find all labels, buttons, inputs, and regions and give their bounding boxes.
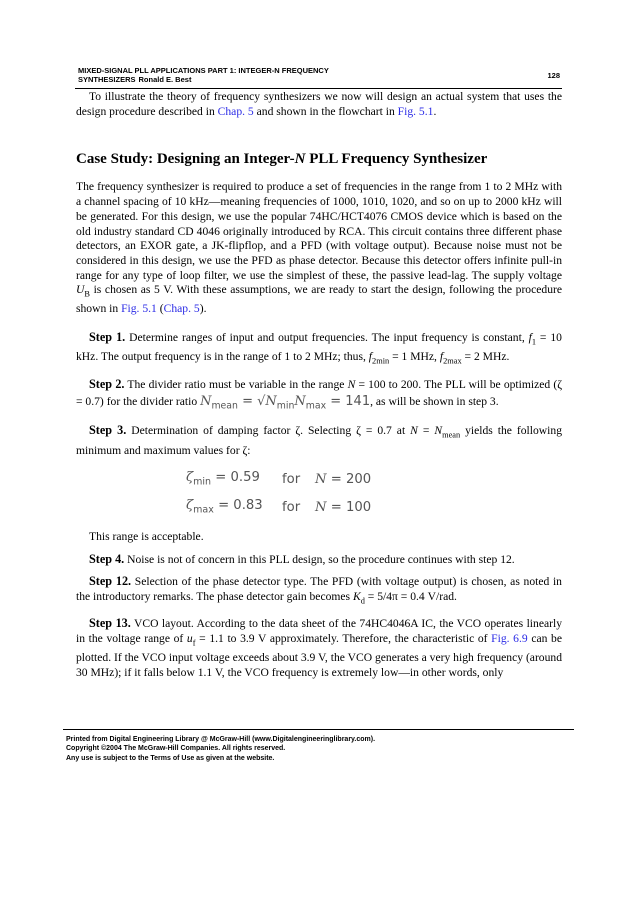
heading-n: N	[294, 151, 306, 168]
f-symbol: f	[528, 331, 532, 345]
step-text: = 10 kHz. The output frequency is in the range of 1 to 2 MHz; thus,	[76, 331, 562, 364]
step-text: = 1 MHz,	[389, 350, 440, 364]
step-12-label: Step 12.	[89, 574, 132, 589]
step-text: = 1.1 to 3.9 V approximately. Therefore, the characteristic of	[195, 631, 492, 645]
step-13-paragraph	[76, 616, 562, 680]
intro-paragraph	[76, 90, 562, 119]
step-3-label: Step 3.	[89, 422, 127, 437]
header-title-line2: SYNTHESIZERS	[78, 75, 136, 84]
footer-line: Copyright ©2004 The McGraw-Hill Companies. All rights reserved.	[66, 745, 286, 753]
page-number: 128	[547, 71, 560, 80]
math-text: = 141	[326, 393, 371, 409]
heading-text: Case Study: Designing an Integer-	[76, 151, 295, 168]
step-1-label: Step 1.	[89, 330, 126, 345]
chap-5-link[interactable]: Chap. 5	[163, 302, 200, 316]
equation-for: for	[282, 499, 301, 515]
heading-text: PLL Frequency Synthesizer	[305, 151, 488, 168]
step-text: Selection of the phase detector type. The PFD (with voltage output) is chosen, as noted in the introductory remarks. The phase detector gain becomes	[76, 575, 562, 604]
header-title-line1: MIXED-SIGNAL PLL APPLICATIONS PART 1: INTEGER-N FREQUENCY	[78, 66, 329, 75]
step-text: Determine ranges of input and output frequencies. The input frequency is constant,	[125, 331, 529, 345]
k-symbol: K	[352, 590, 361, 604]
case-study-paragraph	[76, 180, 562, 317]
equation-value: = 100	[330, 499, 372, 515]
equation-value: = 200	[330, 471, 372, 487]
equation-value: = 0.59	[215, 469, 260, 485]
n-symbol: N	[315, 471, 327, 487]
ub-subscript: B	[84, 289, 90, 299]
zeta-subscript: max	[193, 504, 214, 516]
header-title	[78, 66, 560, 84]
running-header	[78, 66, 560, 90]
intro-text: To illustrate the theory of frequency synthesizers we now will design an actual system that uses the design procedure described in	[76, 90, 562, 118]
equation-lhs	[186, 471, 282, 490]
fig-5-1-link[interactable]: Fig. 5.1	[397, 104, 434, 118]
case-text: is chosen as 5 V. With these assumptions, we are ready to start the design, following the procedure shown in	[76, 283, 562, 316]
step-text: yields the following minimum and maximum values for ζ:	[76, 423, 562, 457]
f1-subscript: 1	[531, 337, 537, 347]
zeta-subscript: min	[193, 476, 212, 488]
u-symbol: u	[186, 631, 193, 645]
case-text: The frequency synthesizer is required to produce a set of frequencies in the range from 1 to 2 MHz with a channel spacing of 10 kHz—meaning frequencies of 1000, 1010, 1020, and so on up to 2000 kHz will be generated. For this design, we use the popular 74HC/HCT4076 CMOS device which is based on the old industry standard CD 4046 originally introduced by RCA. This circuit contains three different phase detectors, an EXOR gate, a JK-flipflop, and a PFD (with voltage output). Because noise must not be considered in this design, we use the PFD as phase detector. Because this detector offers infinite pull-in range for any type of loop filter, we use the simplest of these, the passive lead-lag. The supply voltage	[76, 180, 562, 282]
page-footer	[66, 735, 375, 763]
math-sub: mean	[211, 400, 238, 412]
footer-line: Printed from Digital Engineering Library @ McGraw-Hill (www.Digitalengineeringlibrary.com).	[66, 736, 376, 743]
uf-subscript: f	[192, 638, 196, 648]
case-text: (	[156, 302, 164, 316]
step-4-paragraph	[76, 552, 562, 568]
f2max-subscript: 2max	[443, 356, 462, 366]
header-divider	[75, 88, 562, 89]
footer-divider	[63, 729, 574, 730]
step-4-label: Step 4.	[89, 551, 125, 566]
intro-text: .	[433, 104, 437, 118]
equation-for: for	[282, 471, 301, 487]
damping-equations	[186, 466, 562, 522]
step-1-paragraph	[76, 330, 562, 369]
math-n: N	[200, 393, 212, 409]
step-text: Noise is not of concern in this PLL design, so the procedure continues with step 12.	[124, 552, 515, 566]
step-text: VCO layout. According to the data sheet of the 74HC4046A IC, the VCO operates linearly in the voltage range of	[76, 617, 562, 645]
n-mean-formula	[200, 393, 371, 412]
intro-text: and shown in the flowchart in	[253, 104, 398, 118]
n-symbol: N	[434, 423, 443, 437]
step-text: = 5/4π = 0.4 V/rad.	[364, 590, 457, 604]
math-n: N	[294, 393, 306, 409]
header-author: Ronald E. Best	[138, 75, 192, 84]
zeta-symbol: ζ	[186, 469, 194, 485]
fig-6-9-link[interactable]: Fig. 6.9	[491, 631, 528, 645]
step-text: The divider ratio must be variable in the range	[124, 378, 348, 392]
equation-rhs	[315, 501, 371, 515]
fig-5-1-link[interactable]: Fig. 5.1	[121, 302, 157, 316]
ub-symbol: U	[76, 283, 85, 297]
footer-line: Any use is subject to the Terms of Use as given at the website.	[66, 754, 275, 762]
n-symbol: N	[410, 423, 418, 437]
step-text: , as will be shown in step 3.	[370, 394, 499, 408]
equation-row	[186, 494, 562, 522]
step-2-paragraph	[76, 376, 562, 415]
chap-5-link[interactable]: Chap. 5	[217, 104, 254, 118]
f-symbol: f	[439, 350, 444, 364]
step-text: = 2 MHz.	[461, 350, 510, 364]
math-sub: max	[305, 400, 327, 412]
step-text: =	[417, 423, 435, 437]
step-2-label: Step 2.	[89, 377, 125, 392]
step-13-label: Step 13.	[89, 616, 131, 631]
math-sub: min	[276, 400, 295, 412]
page-body	[76, 90, 562, 680]
zeta-symbol: ζ	[186, 497, 194, 513]
f2min-subscript: 2min	[372, 356, 390, 366]
step-text: = 100 to 200. The PLL will be optimized (ζ = 0.7) for the divider ratio	[76, 378, 562, 408]
n-symbol: N	[347, 378, 356, 392]
section-heading	[76, 150, 562, 168]
step-3-paragraph	[76, 422, 562, 459]
step-text: Determination of damping factor ζ. Selecting ζ = 0.7 at	[126, 423, 411, 437]
equation-lhs	[186, 499, 282, 518]
math-text: = √	[237, 393, 266, 409]
f-symbol: f	[368, 350, 373, 364]
kd-subscript: d	[360, 596, 365, 606]
step-text: can be plotted. If the VCO input voltage exceeds about 3.9 V, the VCO generates a very high frequency (around 30 MHz); if it falls below 1.1 V, the VCO frequency is extremely low—in other words, only	[76, 631, 562, 679]
n-symbol: N	[315, 499, 327, 515]
equation-row	[186, 466, 562, 494]
step-12-paragraph	[76, 574, 562, 609]
equation-value: = 0.83	[218, 497, 263, 513]
case-text: ).	[199, 302, 207, 316]
equation-rhs	[315, 473, 371, 487]
math-n: N	[265, 393, 277, 409]
nmean-subscript: mean	[442, 429, 461, 439]
acceptable-paragraph: This range is acceptable.	[89, 529, 204, 543]
